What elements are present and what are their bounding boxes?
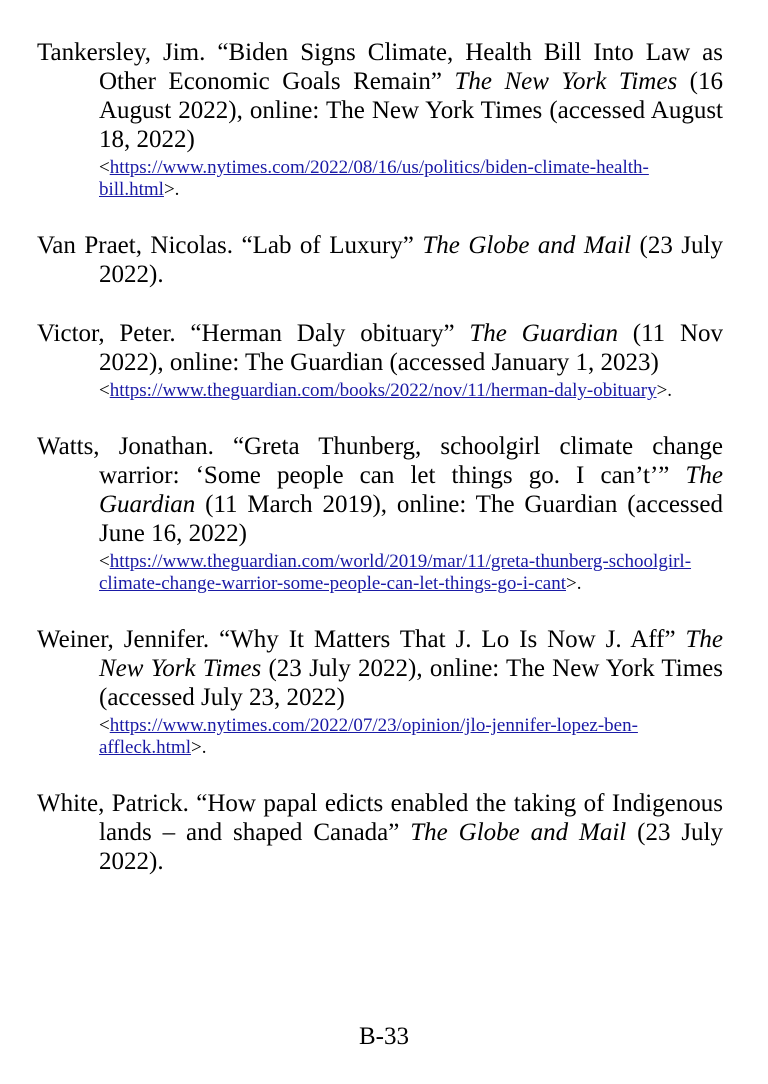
url-open-bracket: < xyxy=(99,380,110,401)
entry-author-title: Watts, Jonathan. “Greta Thunberg, schoolgirl climate change warrior: ‘Some people can let things go. I can’t’” xyxy=(37,433,723,489)
entry-publication: The Guardian xyxy=(469,320,618,347)
page-number: B-33 xyxy=(359,1023,409,1050)
entry-url-link[interactable]: https://www.nytimes.com/2022/08/16/us/politics/biden-climate-health-bill.html xyxy=(99,157,649,200)
entry-url-line xyxy=(99,715,723,759)
entry-details: (16 August 2022), online: The New York Times (accessed August 18, 2022) xyxy=(99,68,723,153)
url-open-bracket: < xyxy=(99,551,110,572)
entry-author-title: Tankersley, Jim. “Biden Signs Climate, Health Bill Into Law as Other Economic Goals Remain” xyxy=(37,39,723,95)
entry-url-line xyxy=(99,157,723,201)
bibliography-entry-van-praet xyxy=(37,231,723,289)
entry-author-title: Van Praet, Nicolas. “Lab of Luxury” xyxy=(37,232,423,259)
entry-url-line xyxy=(99,380,723,402)
url-close-bracket: >. xyxy=(163,179,180,200)
bibliography-entry-weiner xyxy=(37,625,723,759)
entry-url-link[interactable]: https://www.nytimes.com/2022/07/23/opinion/jlo-jennifer-lopez-ben-affleck.html xyxy=(99,715,638,758)
entry-author-title: Weiner, Jennifer. “Why It Matters That J. Lo Is Now J. Aff” xyxy=(37,626,686,653)
entry-url-line xyxy=(99,551,723,595)
entry-publication: The New York Times xyxy=(454,68,678,95)
entry-publication: The Globe and Mail xyxy=(410,819,627,846)
bibliography-entry-victor xyxy=(37,319,723,402)
entry-details: (23 July 2022), online: The New York Times (accessed July 23, 2022) xyxy=(99,655,723,711)
entry-details: (23 July 2022). xyxy=(99,819,723,875)
bibliography-entry-white xyxy=(37,789,723,876)
url-close-bracket: >. xyxy=(656,380,673,401)
url-open-bracket: < xyxy=(99,157,110,178)
url-close-bracket: >. xyxy=(566,573,582,594)
entry-url-link[interactable]: https://www.theguardian.com/books/2022/nov/11/herman-daly-obituary xyxy=(109,380,657,401)
entry-author-title: Victor, Peter. “Herman Daly obituary” xyxy=(37,320,470,347)
bibliography-entry-watts xyxy=(37,432,723,595)
entry-details: (11 Nov 2022), online: The Guardian (accessed January 1, 2023) xyxy=(99,320,723,376)
bibliography-entry-tankersley xyxy=(37,38,723,201)
entry-details: (11 March 2019), online: The Guardian (accessed June 16, 2022) xyxy=(99,491,723,547)
entry-publication: The Guardian xyxy=(99,462,723,518)
url-open-bracket: < xyxy=(99,715,110,736)
entry-url-link[interactable]: https://www.theguardian.com/world/2019/mar/11/greta-thunberg-schoolgirl-climate-change-warrior-some-people-can-let-things-go-i-cant xyxy=(99,551,692,594)
entry-publication: The New York Times xyxy=(99,626,723,682)
url-close-bracket: >. xyxy=(190,737,207,758)
bibliography-page xyxy=(37,38,723,906)
entry-publication: The Globe and Mail xyxy=(422,232,632,259)
entry-author-title: White, Patrick. “How papal edicts enabled the taking of Indigenous lands – and shaped Canada” xyxy=(37,790,723,846)
entry-details: (23 July 2022). xyxy=(99,232,723,288)
